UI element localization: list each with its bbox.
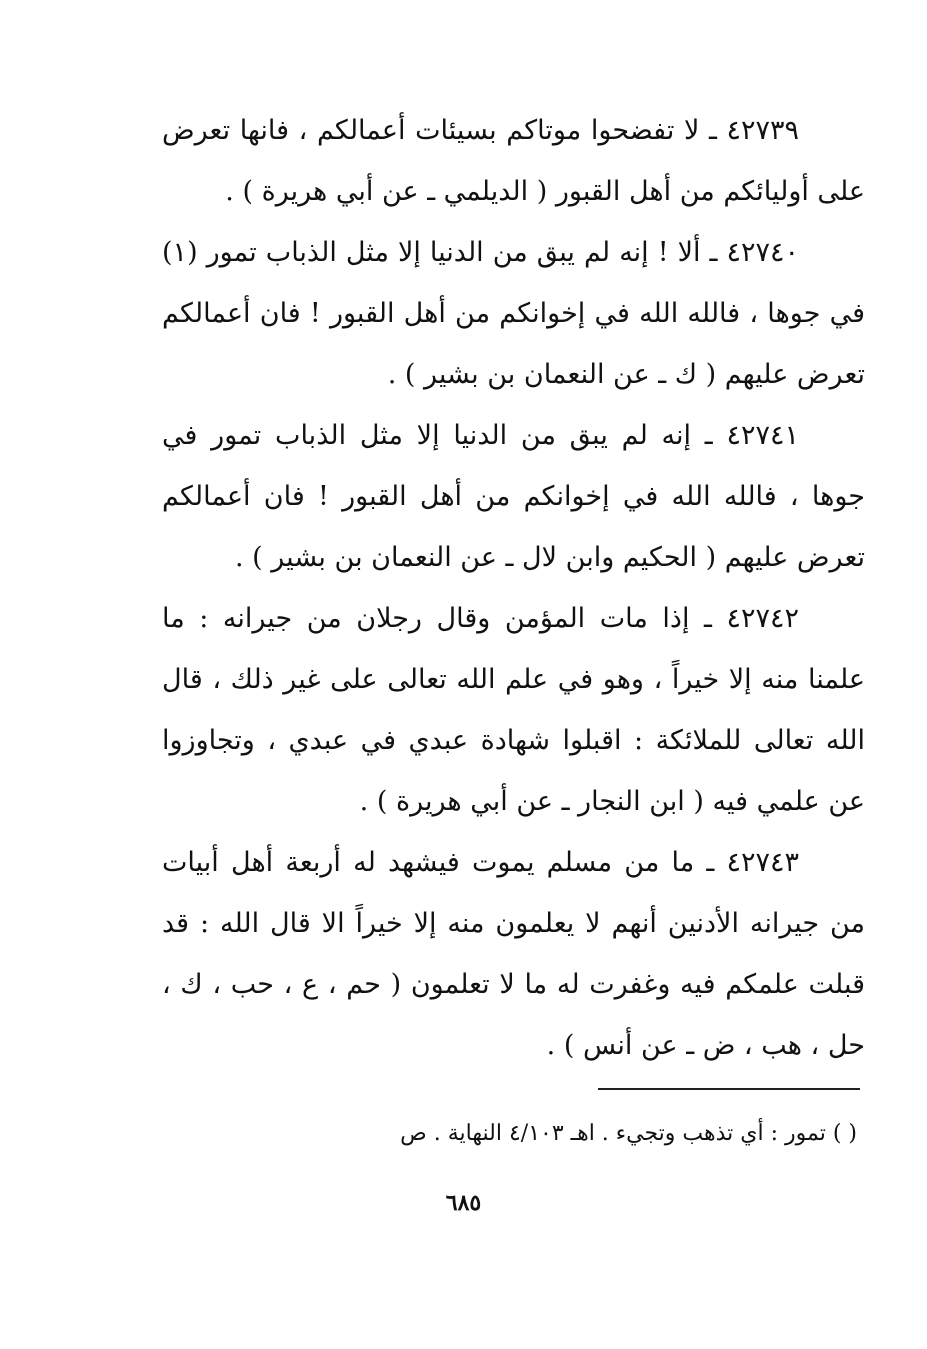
hadith-42742: ٤٢٧٤٢ ـ إذا مات المؤمن وقال رجلان من جيرانه : ما علمنا منه إلا خيراً ، وهو في علم الله تعالى على غير ذلك ، قال الله تعالى للملائكة : اقبلوا شهادة عبدي في عبدي ، وتجاوزوا عن علمي فيه ( ابن النجار ـ عن أبي هريرة ) . [162,603,865,817]
footnote-divider [598,1088,860,1090]
hadith-42740: ٤٢٧٤٠ ـ ألا ! إنه لم يبق من الدنيا إلا مثل الذباب تمور (١) في جوها ، فالله الله في إخوانكم من أهل القبور ! فان أعمالكم تعرض عليهم ( ك ـ عن النعمان بن بشير ) . [162,237,865,390]
hadith-text-block [162,100,865,1076]
hadith-42741: ٤٢٧٤١ ـ إنه لم يبق من الدنيا إلا مثل الذباب تمور في جوها ، فالله الله في إخوانكم من أهل القبور ! فان أعمالكم تعرض عليهم ( الحكيم وابن لال ـ عن النعمان بن بشير ) . [162,420,865,573]
hadith-42743: ٤٢٧٤٣ ـ ما من مسلم يموت فيشهد له أربعة أهل أبيات من جيرانه الأدنين أنهم لا يعلمون منه إلا خيراً الا قال الله : قد قبلت علمكم فيه وغفرت له ما لا تعلمون ( حم ، ع ، حب ، ك ، حل ، هب ، ض ـ عن أنس ) . [162,847,865,1061]
hadith-42739: ٤٢٧٣٩ ـ لا تفضحوا موتاكم بسيئات أعمالكم ، فانها تعرض على أوليائكم من أهل القبور ( الديلمي ـ عن أبي هريرة ) . [162,115,865,207]
page-number: ٦٨٥ [445,1190,482,1216]
footnote: ( ) تمور : أي تذهب وتجيء . اهـ ٤/١٠٣ النهاية . ص [400,1121,857,1146]
